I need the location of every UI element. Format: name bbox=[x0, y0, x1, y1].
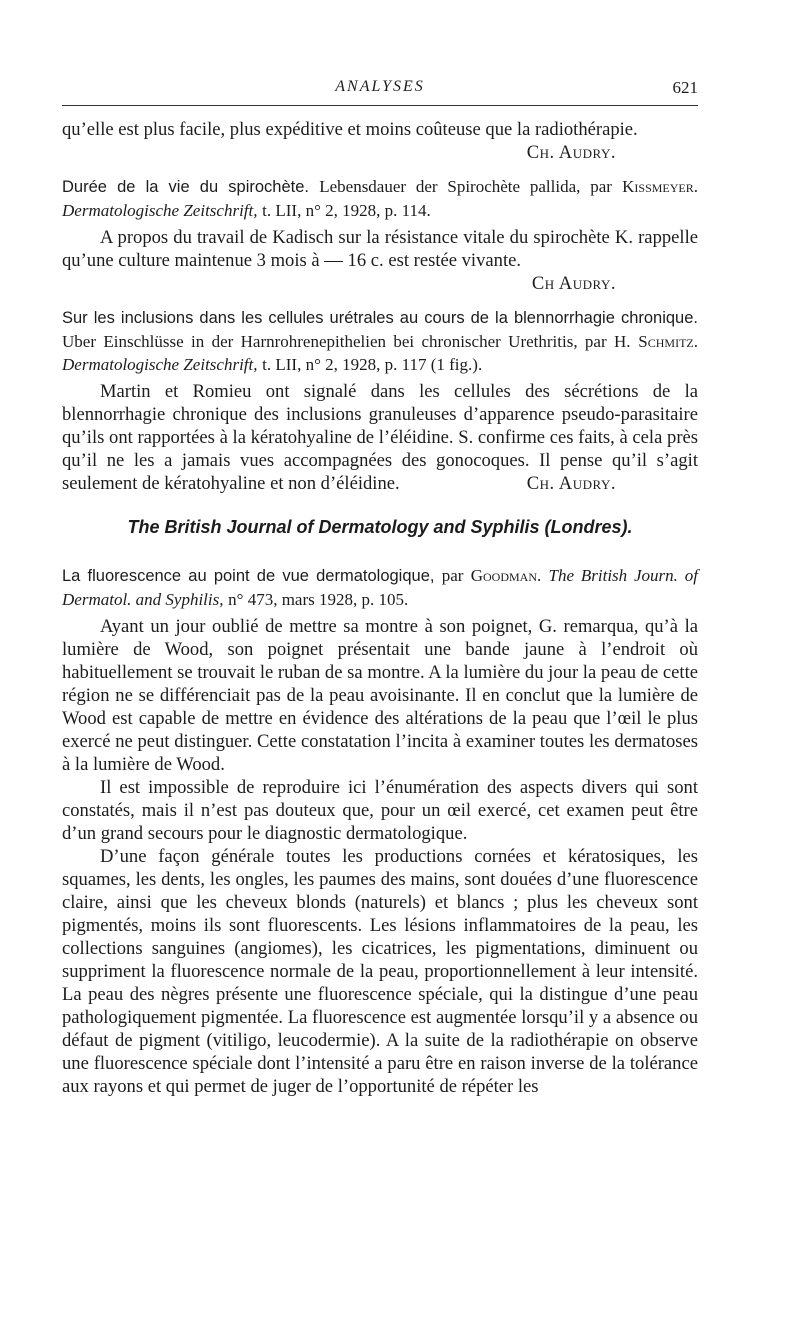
signature: Ch. Audry. bbox=[526, 473, 616, 494]
article-body: Martin et Romieu ont signalé dans les cellules des sécrétions de la blennorrhagie chronique des inclusions granuleuses d’apparence pseudo-parasitaire qu’ils ont rapportées à la kératohyaline de l’éléidine. S. confirme ces faits, à cela près qu’il ne les a jamais vues accompagnées des gonocoques. Il pense qu’il s’agit seulement de kératohyaline et non d’éléidine. Ch. Audry. bbox=[62, 381, 698, 494]
signature: Ch. Audry. bbox=[526, 142, 616, 163]
journal-ref: Dermatologische Zeitschrift, bbox=[62, 201, 258, 220]
page bbox=[62, 78, 698, 1098]
article-heading: La fluorescence au point de vue dermatologique, bbox=[62, 567, 435, 585]
article-inclusions: Sur les inclusions dans les cellules urétrales au cours de la blennorrhagie chronique. Uber Einschlüsse in der Harnrohrenepithelien bei chronischer Urethritis, par H. Schmitz. Dermatologische Zeitschrift, t. LII, n° 2, 1928, p. 117 (1 fig.). bbox=[62, 309, 698, 374]
article-body: A propos du travail de Kadisch sur la résistance vitale du spirochète K. rappelle qu’une culture maintenue 3 mois à — 16 c. est restée vivante. Ch Audry. bbox=[62, 227, 698, 294]
article-fluorescence: La fluorescence au point de vue dermatologique, par Goodman. The British Journ. of Dermatol. and Syphilis, n° 473, mars 1928, p. 105. bbox=[62, 566, 699, 609]
article-spirochete: Durée de la vie du spirochète. Lebensdauer der Spirochète pallida, par Kissmeyer. Dermatologische Zeitschrift, t. LII, n° 2, 1928, p. 114. bbox=[62, 177, 699, 220]
continuation-paragraph: qu’elle est plus facile, plus expéditive et moins coûteuse que la radiothérapie. Ch. Audry. bbox=[62, 118, 698, 141]
page-number: 621 bbox=[672, 78, 698, 97]
article-paragraph: Ayant un jour oublié de mettre sa montre à son poignet, G. remarqua, qu’à la lumière de Wood, son poignet présentait une bande jaune à l’endroit où habituellement se trouvait le ruban de sa montre. A la lumière du jour la peau de cette région ne se différenciait pas de la peau avoisinante. Il en conclut que la lumière de Wood est capable de mettre en évidence des altérations de la peau que l’œil le plus exercé ne peut distinguer. Cette constatation l’incita à examiner toutes les dermatoses à la lumière de Wood. bbox=[62, 616, 698, 775]
author: Kissmeyer. bbox=[622, 177, 699, 196]
article-paragraph: D’une façon générale toutes les productions cornées et kératosiques, les squames, les dents, les ongles, les paumes des mains, sont douées d’une fluorescence claire, ainsi que les cheveux blonds (naturels) et blancs ; plus les cheveux sont pigmentés, moins ils sont fluorescents. Les lésions inflammatoires de la peau, les collections sanguines (angiomes), les cicatrices, les pigmentations, diminuent ou suppriment la fluorescence normale de la peau, proportionnellement à leur intensité. La peau des nègres présente une fluorescence spéciale, qui la distingue d’une peau pathologiquement pigmentée. La fluorescence est augmentée lorsqu’il y a absence ou défaut de pigment (vitiligo, leucodermie). A la suite de la radiothérapie on observe une fluorescence spéciale dont l’intensité a paru être en raison inverse de la tolérance aux rayons et qui permet de juger de l’opportunité de répéter les bbox=[62, 846, 698, 1097]
header-rule bbox=[62, 105, 698, 106]
running-header bbox=[62, 78, 698, 100]
journal-ref: The British Journ. of Dermatol. and Syphilis, bbox=[62, 566, 699, 609]
journal-section-title: The British Journal of Dermatology and Syphilis (Londres). bbox=[127, 517, 633, 537]
author: Goodman. bbox=[470, 566, 542, 585]
article-paragraph: Il est impossible de reproduire ici l’énumération des aspects divers qui sont constatés, mais il n’est pas douteux que, pour un œil exercé, cet examen peut être d’un grand secours pour le diagnostic dermatologique. bbox=[62, 777, 698, 844]
signature: Ch Audry. bbox=[531, 273, 616, 294]
journal-ref: Dermatologische Zeitschrift, bbox=[62, 355, 258, 374]
running-title: ANALYSES bbox=[335, 78, 425, 95]
article-heading: Sur les inclusions dans les cellules urétrales au cours de la blennorrhagie chronique. bbox=[62, 309, 698, 327]
article-heading: Durée de la vie du spirochète. bbox=[62, 178, 309, 196]
author: Schmitz. bbox=[638, 332, 698, 351]
